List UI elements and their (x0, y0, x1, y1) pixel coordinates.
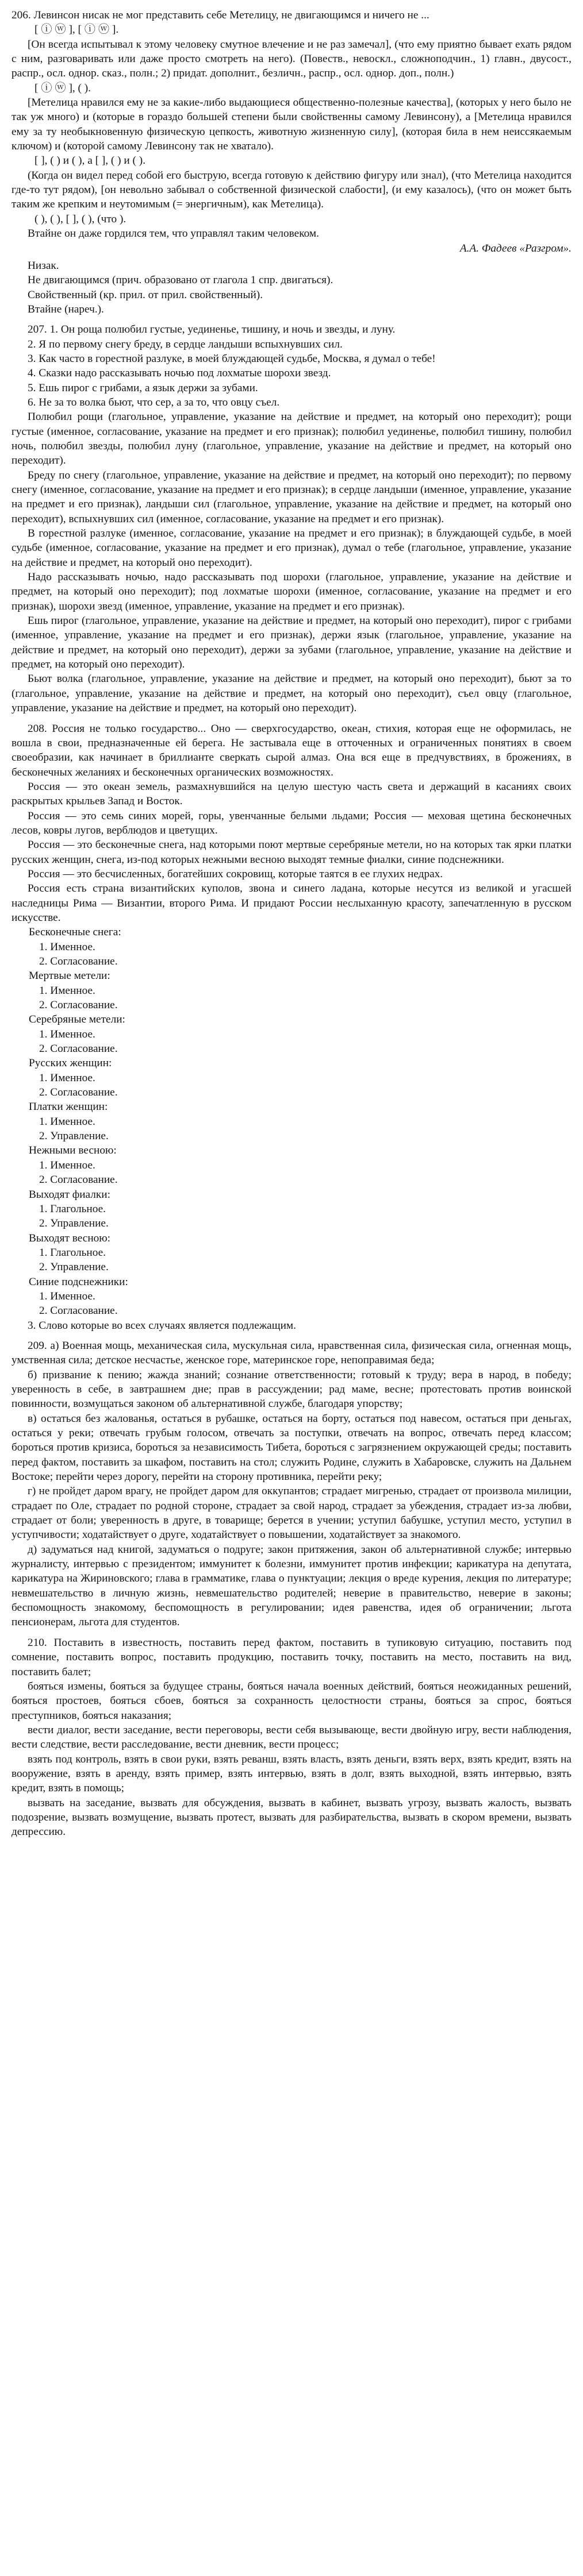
ex207-line-6: 6. Не за то волка бьют, что сер, а за то, что овцу съел. (28, 396, 280, 408)
phrase-property: 2. Согласование. (39, 1305, 118, 1317)
phrase-heading: Синие подснежники: (29, 1275, 128, 1288)
phrase-property: 2. Согласование. (39, 1174, 118, 1186)
phrase-heading: Выходят весною: (29, 1232, 111, 1244)
ex206-sentence-1: [Он всегда испытывал к этому человеку смутное влечение и не раз замечал], (что ему приятно бывает ехать рядом с ним, разговаривать или даже просто смотреть на него). (Повеств., невоскл., сложноподчин., 1) главн., двусост., распр., осл. однор. сказ., полн.; 2) придат. дополнит., безличн., распр., осл. однор. доп., полн.) (11, 38, 572, 80)
ex206-word-1: Низак. (28, 259, 59, 272)
exercise-206 (11, 8, 572, 317)
exercise-210 (11, 1636, 572, 1840)
phrase-property: 2. Согласование. (39, 955, 118, 967)
ex206-sentence-4: Втайне он даже гордился тем, что управлял таким человеком. (28, 227, 319, 240)
phrase-item (29, 1275, 572, 1318)
phrase-property: 1. Глагольное. (39, 1246, 106, 1259)
phrase-heading: Серебряные метели: (29, 1013, 125, 1026)
phrase-heading: Нежными весною: (29, 1144, 117, 1157)
ex209-a: 209. а) Военная мощь, механическая сила, мускульная сила, нравственная сила, физическая сила, огненная мощь, умственная сила; детское несчастье, женское горе, материнское горе, непоправимая беда; (11, 1339, 572, 1367)
ex207-analysis-2: Бреду по снегу (глагольное, управление, указание на действие и предмет, на который оно переходит); по первому снегу (именное, согласование, указание на предмет и его признак); в сердце ландыши (именное, управление, указание на предмет и его признак), ландыши сил (глагольное, управление, указание на действие и предмет, на который оно переходит), вспыхнувших сил (именное, согласование, указание на предмет и его признак). (11, 469, 572, 525)
ex208-para-3: Россия — это семь синих морей, горы, увенчанные белыми льдами; Россия — меховая щетина бесконечных лесов, ковры лугов, верблюдов и цветущих. (11, 809, 572, 836)
ex207-analysis-3: В горестной разлуке (именное, согласование, указание на предмет и его признак); в блуждающей судьбе, в моей судьбе (именное, согласование, указание на предмет и его признак), думал о тебе (глагольное, управление, указание на действие и предмет, на который оно переходит). (11, 527, 572, 569)
ex210-boyatsya: бояться измены, бояться за будущее страны, бояться начала военных действий, бояться неожиданных решений, бояться простоев, бояться сбоев, бояться за сохранность целостности страны, бояться за спрос, бояться преступников, бояться наказания; (11, 1680, 572, 1722)
ex207-analysis-6: Бьют волка (глагольное, управление, указание на действие и предмет, на который оно переходит), бьют за то (глагольное, управление, указание на действие и предмет, на который оно переходит), съел овцу (глагольное, управление, указание на действие и предмет, на который оно переходит). (11, 673, 572, 715)
phrase-property: 2. Управление. (39, 1261, 109, 1274)
phrase-property: 2. Согласование. (39, 1043, 118, 1055)
ex206-source: А.А. Фадеев «Разгром». (459, 242, 572, 254)
phrase-item (29, 925, 572, 969)
phrase-item (29, 1187, 572, 1231)
ex209-e: д) задуматься над книгой, задуматься о подруге; закон притяжения, закон об альтернативной службе; интервью журналисту, интервью с президентом; иммунитет к болезни, иммунитет против инфекции; карикатура на депутата, карикатура на Жириновского; глава в грамматике, глава о пунктуации; лекция о вреде курения, лекция по литературе; невмешательство в личную жизнь, невмешательство родителей; неверие в правительство, неверие в законы; беспомощность знакомому, беспомощность в регулировании; идея равенства, идея об ограничении; льгота пенсионерам, льгота для студентов. (11, 1543, 572, 1629)
phrase-item (29, 1012, 572, 1056)
phrase-item (29, 1056, 572, 1100)
ex207-line-4: 4. Сказки надо рассказывать ночью под лохматые шорохи звезд. (28, 367, 331, 380)
ex208-note: 3. Слово которые во всех случаях является подлежащим. (28, 1319, 296, 1332)
phrase-property: 1. Глагольное. (39, 1202, 106, 1215)
phrase-property: 1. Именное. (39, 1115, 95, 1128)
phrase-heading: Платки женщин: (29, 1101, 108, 1113)
ex207-analysis-1: Полюбил рощи (глагольное, управление, указание на действие и предмет, на который оно переходит); рощи густые (именное, согласование, указание на предмет и его признак); полюбил уединенье, полюбил тишину, полюбил ночь, полюбил звезды, полюбил луну (глагольное, управление, указание на действие и предмет, на который оно переходит). (11, 411, 572, 467)
phrase-item (29, 969, 572, 1012)
phrase-heading: Мертвые метели: (29, 970, 110, 982)
ex207-line-1: 207. 1. Он роща полюбил густые, уединенье, тишину, и ночь и звезды, и луну. (28, 323, 396, 336)
exercise-209 (11, 1339, 572, 1630)
phrase-property: 1. Именное. (39, 1028, 95, 1040)
exercise-207 (11, 322, 572, 715)
phrase-property: 1. Именное. (39, 1290, 95, 1302)
ex209-b: б) призвание к пению; жажда знаний; сознание ответственности; готовый к труду; вера в народ, в победу; уверенность в себе, в завтрашнем дне; прав в рассуждении; рад маме, весне; протестовать против воинской повинности, возмущаться законом об альтернативной службе, благодаря упорству; (11, 1368, 572, 1410)
ex207-line-3: 3. Как часто в горестной разлуке, в моей блуждающей судьбе, Москва, я думал о тебе! (28, 352, 436, 365)
ex206-sentence-2: [Метелица нравился ему не за какие-либо выдающиеся общественно-полезные качества], (которых у него было не так уж много) и (которые в гораздо большей степени были свойственны самому Левинсону), а [Метелица нравился ему за ту необыкновенную физическую цепкость, животную жизненную силу], (которая била в нем неиссякаемым ключом) и (которой самому Левинсону так не хватало). (11, 97, 572, 153)
phrase-property: 2. Согласование. (39, 999, 118, 1012)
phrase-item (29, 1143, 572, 1187)
ex207-line-5: 5. Ешь пирог с грибами, а язык держи за зубами. (28, 381, 258, 394)
ex207-analysis-4: Надо рассказывать ночью, надо рассказывать под шорохи (глагольное, управление, указание на действие и предмет, на который оно переходит); под лохматые шорохи (именное, согласование, указание на предмет и его признак), шорохи звезд (именное, управление, указание на предмет и его признак). (11, 571, 572, 612)
phrase-heading: Выходят фиалки: (29, 1188, 110, 1201)
ex206-scheme-3: [ ], ( ) и ( ), а [ ], ( ) и ( ). (34, 155, 146, 167)
ex210-vesti: вести диалог, вести заседание, вести переговоры, вести себя вызывающе, вести двойную игру, вести наблюдения, вести следствие, вести расследование, вести дневник, вести процесс; (11, 1723, 572, 1751)
ex206-sentence-3: (Когда он видел перед собой его быструю, всегда готовую к действию фигуру или знал), (что Метелица находится где-то тут рядом), [он невольно забывал о собственной физической слабости], (и ему казалось), (что он может быть таким же крепким и неутомимым (= энергичным), как Метелица). (11, 169, 572, 211)
phrase-item (29, 1231, 572, 1275)
phrase-item (29, 1100, 572, 1143)
ex206-word-3: Свойственный (кр. прил. от прил. свойственный). (28, 288, 263, 301)
phrase-property: 2. Управление. (39, 1217, 109, 1230)
ex209-c: в) остаться без жалованья, остаться в рубашке, остаться на борту, остаться под навесом, остаться при деньгах, остаться у реки; отвечать грубым голосом, отвечать за поступки, отвечать на вопрос, отвечать перед классом; бороться против кризиса, бороться за независимость Тибета, бороться с загрязнением окружающей среды; поставить перед фактом, поставить за шкафом, поставить на стол; служить Родине, служить в Хабаровске, служить на Дальнем Востоке; перейти через дорогу, перейти на сторону противника, перейти реку; (11, 1412, 572, 1483)
document-page (11, 8, 572, 2568)
ex208-para-4: Россия — это бесконечные снега, над которыми поют мертвые серебряные метели, но на которых так ярки платки русских женщин, снега, из-под которых нежными весною выходят темные фиалки, синие подснежники. (11, 839, 572, 866)
phrase-property: 1. Именное. (39, 1159, 95, 1171)
ex208-para-1: 208. Россия не только государство... Оно — сверхгосударство, океан, стихия, которая еще не оформилась, не вошла в свои, предназначенные ей берега. Не застывала еще в отточенных и ограниченных понятиях в своем своеобразии, как начинает в бриллианте сверкать сырой алмаз. Она вся еще в предчувствиях, в брожениях, в бесконечных желаниях и бесконечных органических возможностях. (11, 722, 572, 778)
ex206-word-4: Втайне (нареч.). (28, 303, 104, 315)
ex208-para-2: Россия — это океан земель, размахнувшийся на целую шестую часть света и держащий в касаниях своих раскрытых крыльев Запад и Восток. (11, 780, 572, 808)
ex210-intro: 210. Поставить в известность, поставить перед фактом, поставить в тупиковую ситуацию, поставить под сомнение, поставить вопрос, поставить продукцию, поставить точку, поставить на место, поставить на вид, поставить балет; (11, 1636, 572, 1678)
phrase-property: 1. Именное. (39, 940, 95, 953)
phrase-heading: Бесконечные снега: (29, 926, 121, 939)
phrase-property: 1. Именное. (39, 984, 95, 997)
ex206-scheme-1: [ ⓘ ⓦ ], [ ⓘ ⓦ ]. (34, 24, 119, 36)
ex207-line-2: 2. Я по первому снегу бреду, в сердце ландыши вспыхнувших сил. (28, 338, 343, 350)
ex208-phrase-list (11, 925, 572, 1318)
ex206-word-2: Не двигающимся (прич. образовано от глагола 1 спр. двигаться). (28, 274, 333, 287)
ex208-para-5: Россия — это бесчисленных, богатейших сокровищ, которые таятся в ее глухих недрах. (28, 867, 443, 880)
phrase-property: 2. Согласование. (39, 1086, 118, 1099)
ex206-scheme-4: ( ), ( ), [ ], ( ), (что ). (34, 213, 126, 225)
phrase-property: 1. Именное. (39, 1071, 95, 1084)
phrase-heading: Русских женщин: (29, 1057, 112, 1070)
ex207-analysis-5: Ешь пирог (глагольное, управление, указание на действие и предмет, на который оно переходит), пирог с грибами (именное, управление, указание на предмет и его признак), держи язык (глагольное, управление, указание на действие и предмет, на который оно переходит), держи за зубами (глагольное, управление, указание на действие и предмет, на который оно переходит). (11, 615, 572, 671)
ex208-para-6: Россия есть страна византийских куполов, звона и синего ладана, которые несутся из великой и угасшей наследницы Рима — Византии, второго Рима. И придают России неслыханную красоту, запечатленную в русском искусстве. (11, 882, 572, 924)
exercise-208 (11, 722, 572, 1333)
ex209-d: г) не пройдет даром врагу, не пройдет даром для оккупантов; страдает мигренью, страдает от произвола милиции, страдает по Оле, страдает по родной стороне, страдает за свой народ, страдает за убеждения, страдает из-за любви, страдает от боли; уверенность в друге, в товарище; берется в учении; уступил бабушке, уступил место, уступил в уступчивости; ходатайствует о друге, ходатайствует о повышении, ходатайствует за знакомого. (11, 1485, 572, 1541)
ex210-vzyat: взять под контроль, взять в свои руки, взять реванш, взять власть, взять деньги, взять верх, взять кредит, взять на вооружение, взять в аренду, взять пример, взять интервью, взять в долг, взять выходной, взять интервью, взять кредит, взять в помощь; (11, 1753, 572, 1795)
ex210-vyzvat: вызвать на заседание, вызвать для обсуждения, вызвать в кабинет, вызвать угрозу, вызвать жалость, вызвать подозрение, вызвать возмущение, вызвать протест, вызвать для разбирательства, вызвать в скором времени, вызвать депрессию. (11, 1796, 572, 1838)
ex206-scheme-2: [ ⓘ ⓦ ], ( ). (34, 82, 91, 94)
ex206-intro: 206. Левинсон нисак не мог представить себе Метелицу, не двигающимся и ничего не ... (11, 9, 429, 21)
phrase-property: 2. Управление. (39, 1130, 109, 1143)
